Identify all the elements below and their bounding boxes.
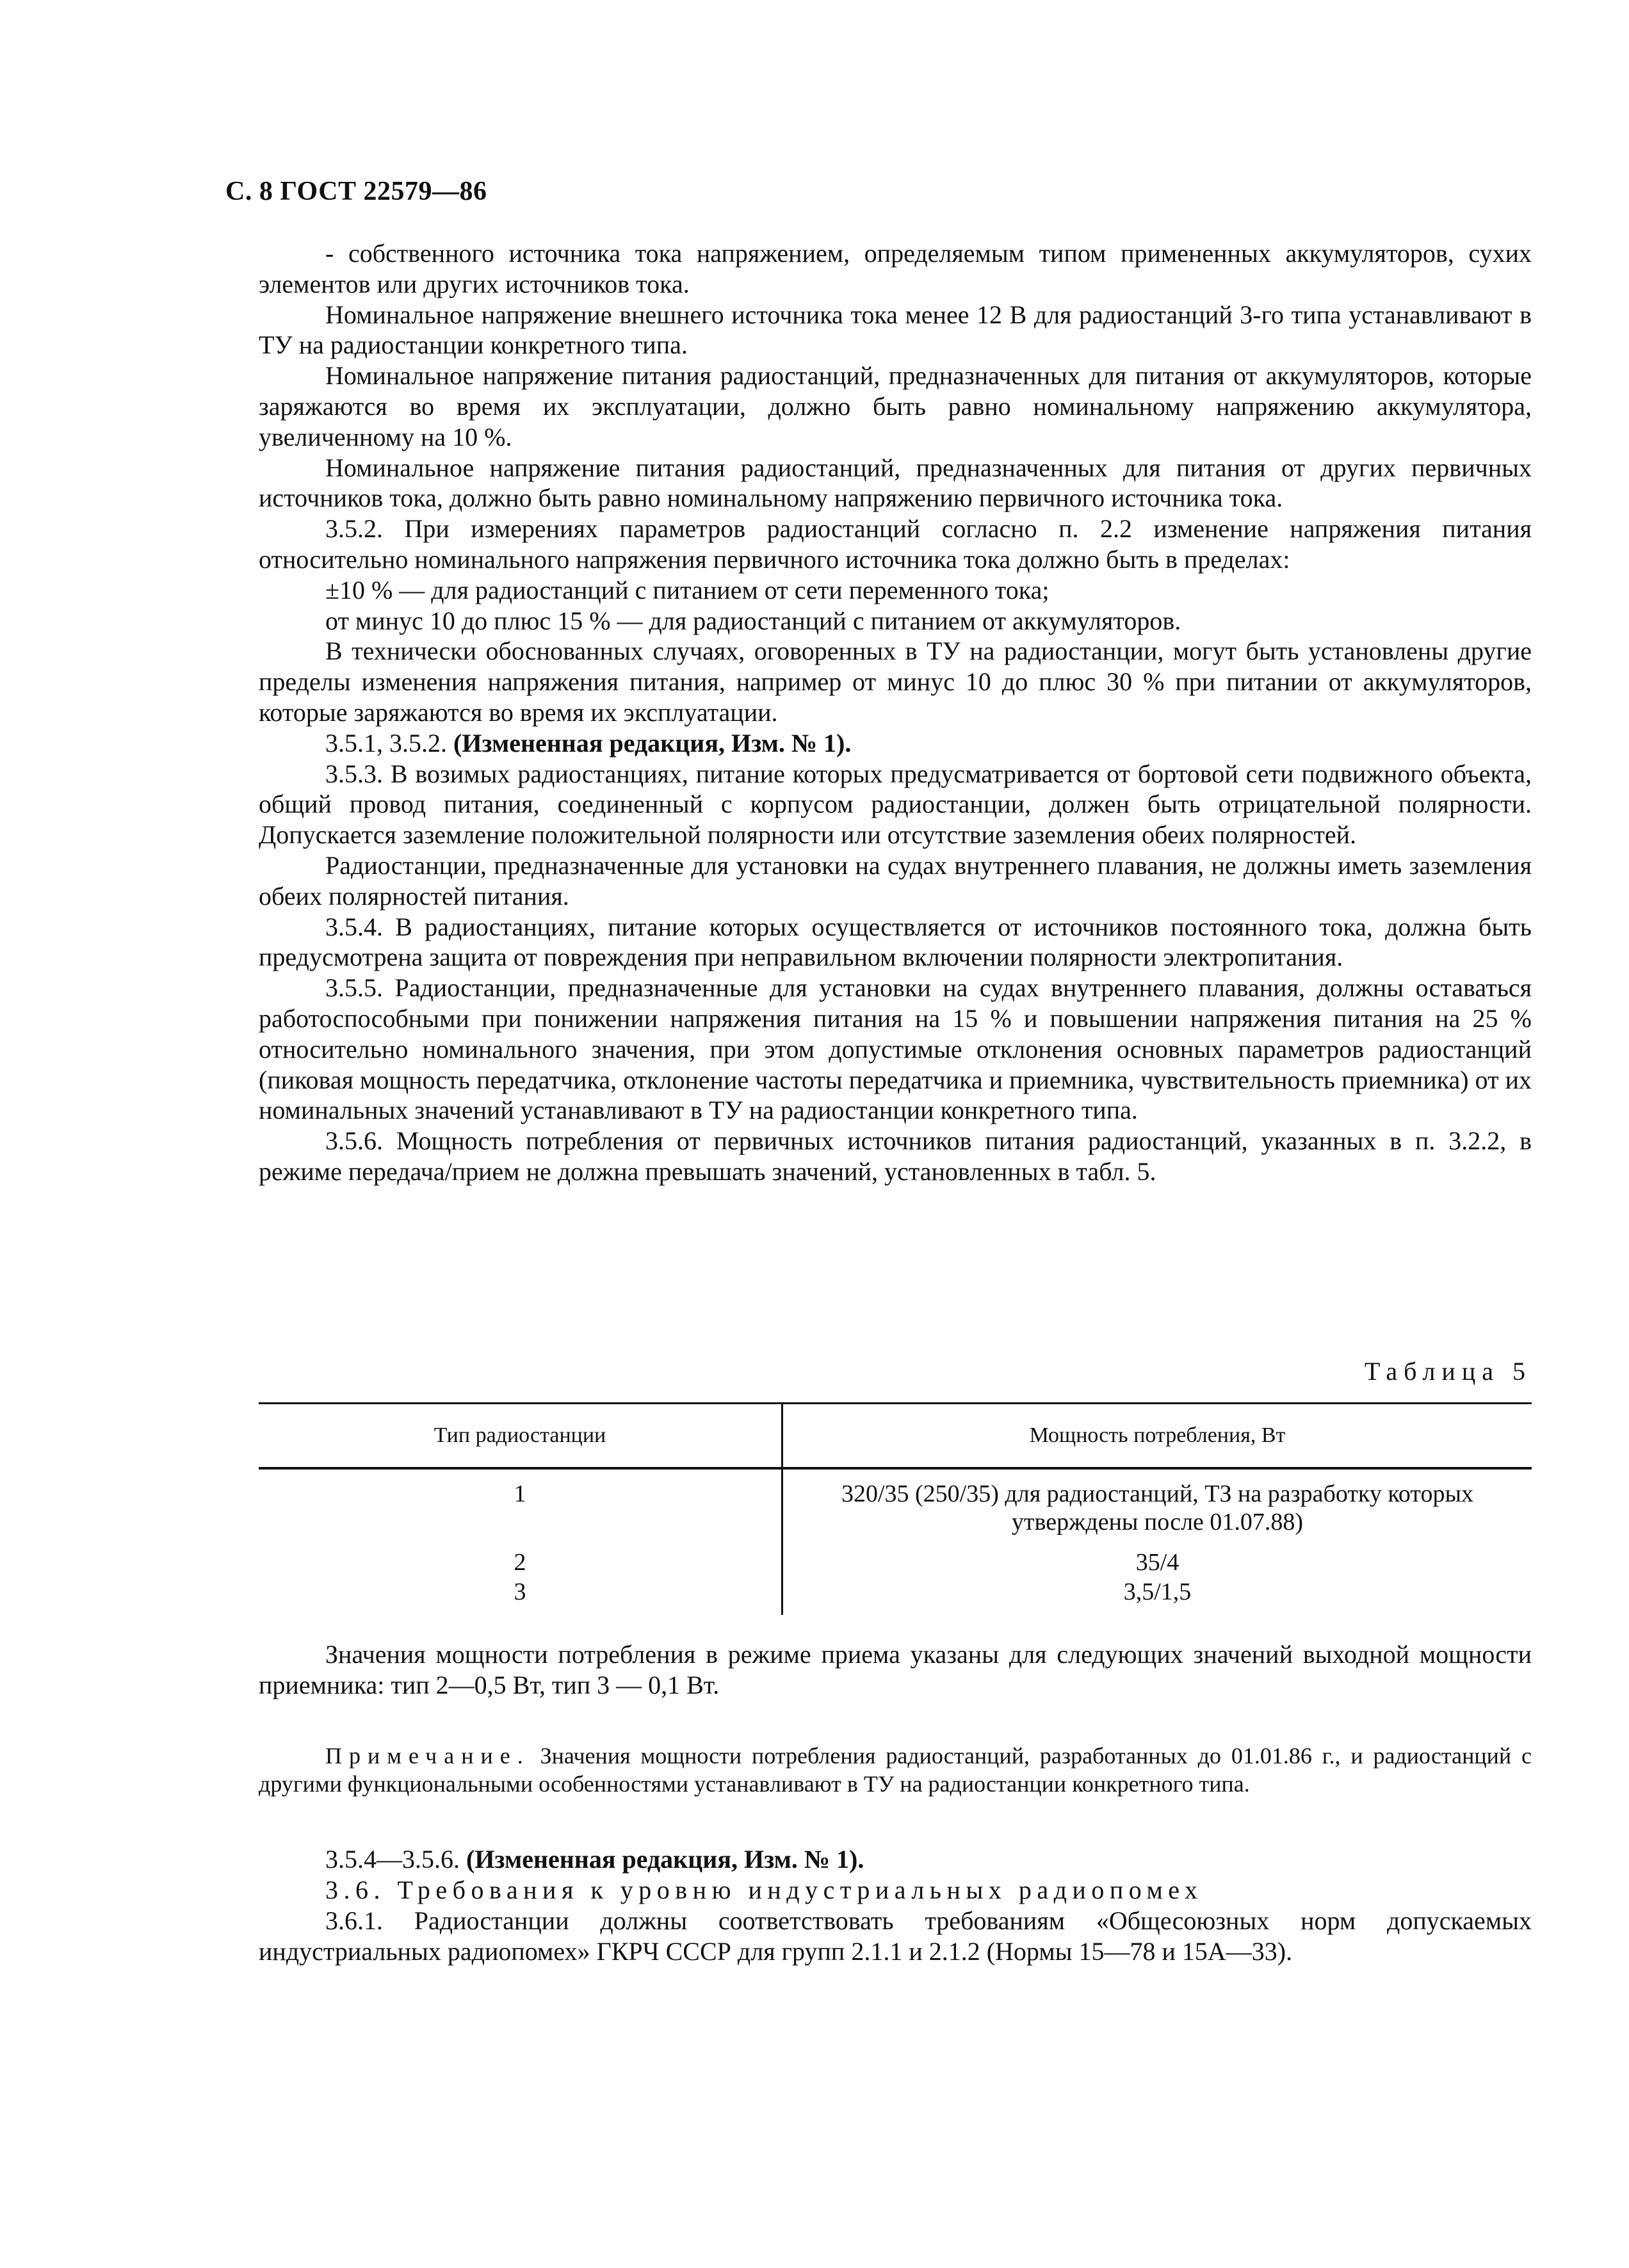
paragraph-other-limits: В технически обоснованных случаях, оговоренных в ТУ на радиостанции, могут быть установлены другие пределы изменения напряжения питания, например от минус 10 до плюс 30 % при питании от аккумуляторов, которые заряжаются во время их эксплуатации. [259, 636, 1532, 727]
paragraph-inland-vessels: Радиостанции, предназначенные для установки на судах внутреннего плавания, не должны иметь заземления обеих полярностей питания. [259, 850, 1532, 911]
paragraph-limit-battery: от минус 10 до плюс 15 % — для радиостанций с питанием от аккумуляторов. [325, 606, 1181, 635]
paragraph-3-5-6: 3.5.6. Мощность потребления от первичных источников питания радиостанций, указанных в п. 3.2.2, в режиме передача/прием не должна превышать значений, установленных в табл. 5. [259, 1126, 1532, 1186]
table-cell-power: 3,5/1,5 [782, 1577, 1532, 1615]
paragraph-3-5-3: 3.5.3. В возимых радиостанциях, питание которых предусматривается от бортовой сети подвижного объекта, общий провод питания, соединенный с корпусом радиостанции, должен быть отрицательной полярности. Допускается заземление положительной полярности или отсутствие заземления обеих полярностей. [259, 759, 1532, 850]
table-row [259, 1577, 1532, 1615]
table-cell-power: 320/35 (250/35) для радиостанций, ТЗ на разработку которых утверждены после 01.07.88) [782, 1468, 1532, 1548]
table-5 [259, 1402, 1532, 1615]
table-header-row [259, 1404, 1532, 1469]
paragraph-external-source: Номинальное напряжение внешнего источника тока менее 12 В для радиостанций 3-го типа устанавливают в ТУ на радиостанции конкретного типа. [259, 300, 1532, 360]
paragraph-3-5-2: 3.5.2. При измерениях параметров радиостанций согласно п. 2.2 изменение напряжения питания относительно номинального напряжения первичного источника тока должно быть в пределах: [259, 514, 1532, 574]
table-cell-type: 3 [514, 1578, 526, 1605]
body-text-upper [259, 238, 1532, 1187]
note-text: Значения мощности потребления радиостанций, разработанных до 01.01.86 г., и радиостанций с другими функциональными особенностями устанавливают в ТУ на радиостанции конкретного типа. [259, 1743, 1532, 1797]
section-heading-3-6: 3.6. Требования к уровню индустриальных радиопомех [325, 1875, 1203, 1904]
edit-note-2 [259, 1844, 1532, 1875]
edit-note-1 [259, 728, 1532, 759]
edit-note-1-refs: 3.5.1, 3.5.2. [325, 728, 447, 757]
page-header: С. 8 ГОСТ 22579—86 [225, 177, 487, 206]
table-note [259, 1742, 1532, 1798]
table-row [259, 1548, 1532, 1577]
note-label: Примечание. [325, 1743, 530, 1769]
after-table-text [259, 1639, 1532, 1701]
table-caption: Таблица 5 [1364, 1357, 1532, 1386]
table-row [259, 1468, 1532, 1548]
paragraph-own-source: - собственного источника тока напряжением, определяемым типом примененных аккумуляторов, сухих элементов или других источников тока. [259, 239, 1532, 298]
edit-note-2-refs: 3.5.4—3.5.6. [325, 1845, 460, 1874]
table-header-type: Тип радиостанции [259, 1404, 782, 1469]
paragraph-3-6-1: 3.6.1. Радиостанции должны соответствовать требованиям «Общесоюзных норм допускаемых индустриальных радиопомех» ГКРЧ СССР для групп 2.1.1 и 2.1.2 (Нормы 15—78 и 15А—33). [259, 1906, 1532, 1966]
edit-note-2-label: (Измененная редакция, Изм. № 1). [466, 1845, 864, 1874]
paragraph-receive-mode: Значения мощности потребления в режиме приема указаны для следующих значений выходной мощности приемника: тип 2—0,5 Вт, тип 3 — 0,1 Вт. [259, 1640, 1532, 1699]
paragraph-battery-voltage: Номинальное напряжение питания радиостанций, предназначенных для питания от аккумуляторов, которые заряжаются во время их эксплуатации, должно быть равно номинальному напряжению аккумулятора, увеличенному на 10 %. [259, 361, 1532, 451]
edit-note-1-label: (Измененная редакция, Изм. № 1). [453, 728, 852, 757]
table-cell-type: 2 [514, 1549, 526, 1576]
paragraph-3-5-4: 3.5.4. В радиостанциях, питание которых осуществляется от источников постоянного тока, должна быть предусмотрена защита от повреждения при неправильном включении полярности электропитания. [259, 912, 1532, 972]
table-cell-type: 1 [514, 1480, 526, 1507]
paragraph-limit-ac: ±10 % — для радиостанций с питанием от сети переменного тока; [325, 575, 1050, 604]
table-cell-power: 35/4 [782, 1548, 1532, 1577]
table-header-power: Мощность потребления, Вт [782, 1404, 1532, 1469]
paragraph-primary-source-voltage: Номинальное напряжение питания радиостанций, предназначенных для питания от других первичных источников тока, должно быть равно номинальному напряжению первичного источника тока. [259, 453, 1532, 513]
body-text-lower [259, 1844, 1532, 1967]
paragraph-3-5-5: 3.5.5. Радиостанции, предназначенные для установки на судах внутреннего плавания, должны оставаться работоспособными при понижении напряжения питания на 15 % и повышении напряжения питания на 25 % относительно номинального значения, при этом допустимые отклонения основных параметров радиостанций (пиковая мощность передатчика, отклонение частоты передатчика и приемника, чувствительность приемника) от их номинальных значений устанавливают в ТУ на радиостанции конкретного типа. [259, 973, 1532, 1125]
